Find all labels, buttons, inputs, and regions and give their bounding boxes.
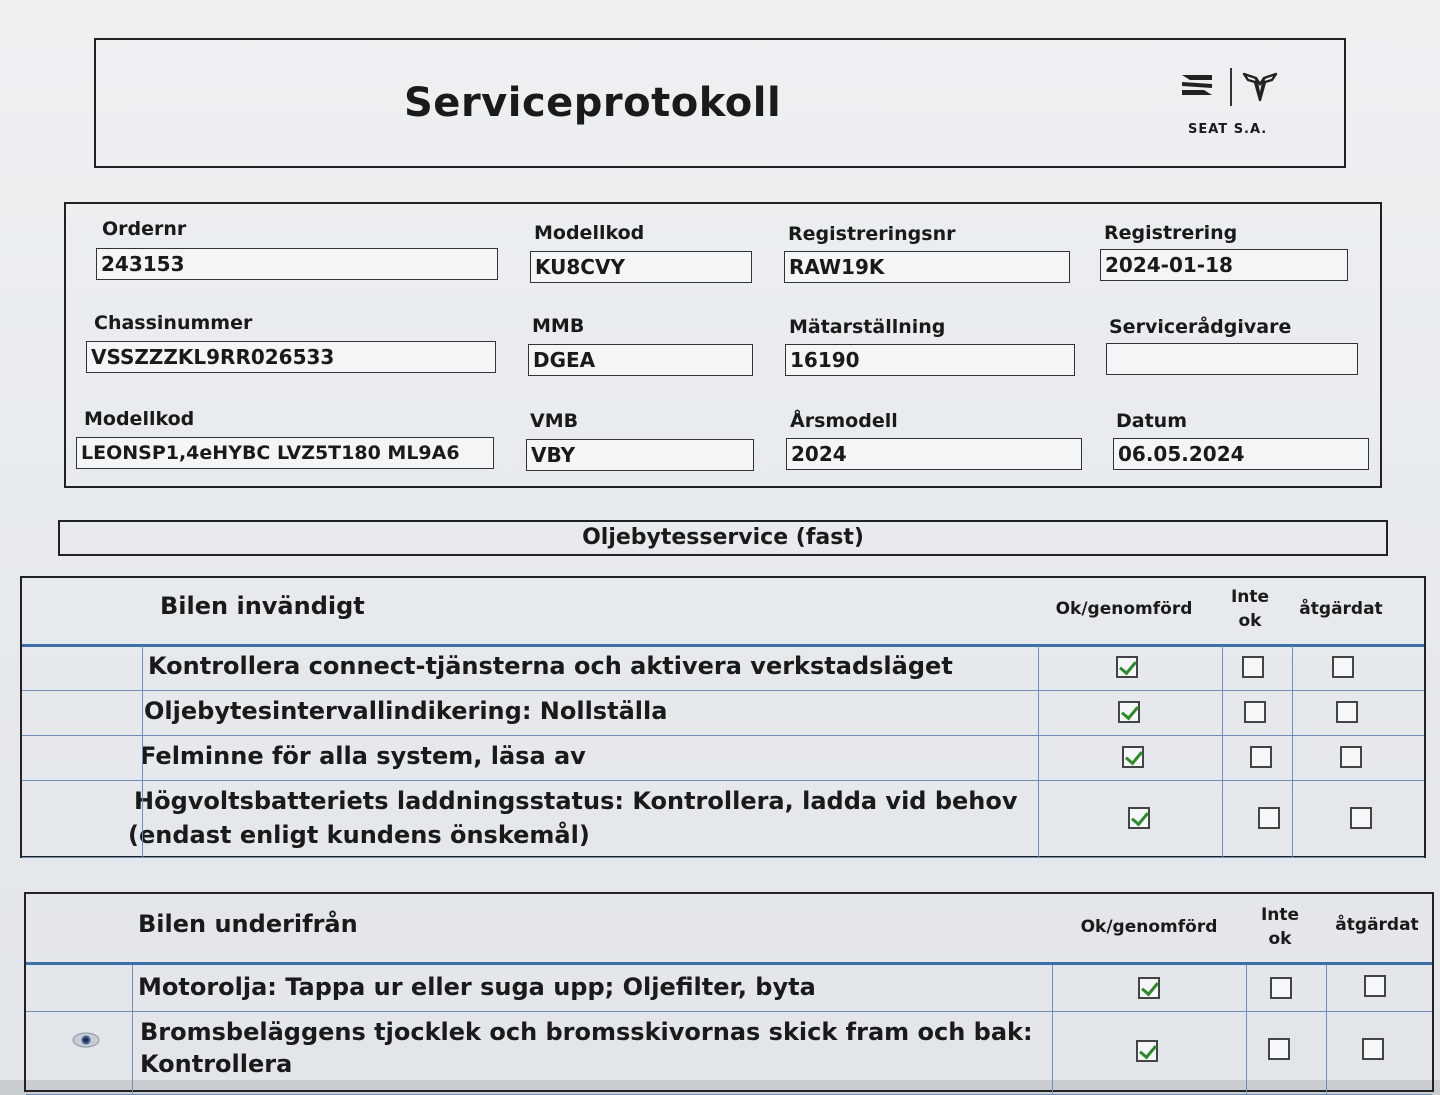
checklist-interior: [20, 576, 1426, 858]
service-advisor-field: [1106, 343, 1358, 375]
not-ok-checkbox[interactable]: [1270, 977, 1292, 999]
not-ok-checkbox[interactable]: [1244, 701, 1266, 723]
document-title: Serviceprotokoll: [404, 80, 782, 126]
registration-number-label: Registreringsnr: [788, 223, 956, 245]
col-not-ok-header-line1: Inte: [1230, 587, 1270, 607]
not-ok-checkbox[interactable]: [1250, 746, 1272, 768]
ok-checkbox[interactable]: [1128, 807, 1150, 829]
ok-checkbox[interactable]: [1136, 1040, 1158, 1062]
odometer-field: 16190: [785, 344, 1075, 376]
model-year-field: 2024: [786, 438, 1082, 470]
col-not-ok-header-line1: Inte: [1260, 905, 1300, 925]
col-not-ok-header-line2: ok: [1238, 611, 1262, 631]
not-ok-checkbox[interactable]: [1242, 656, 1264, 678]
chassis-number-field: VSSZZZKL9RR026533: [86, 341, 496, 373]
checklist-row: [22, 736, 1424, 781]
fixed-checkbox[interactable]: [1332, 656, 1354, 678]
model-code-full-field: LEONSP1,4eHYBC LVZ5T180 ML9A6: [76, 437, 494, 469]
mmb-field: DGEA: [528, 344, 753, 376]
col-not-ok-header-line2: ok: [1268, 929, 1292, 949]
registration-date-field: 2024-01-18: [1100, 249, 1348, 281]
mmb-label: MMB: [532, 315, 585, 337]
column-divider: [1052, 965, 1053, 1095]
order-number-label: Ordernr: [102, 218, 187, 240]
checklist-underbody: [24, 892, 1434, 1092]
model-code-field: KU8CVY: [530, 251, 752, 283]
column-divider: [1038, 646, 1039, 858]
row-text-line2: (endast enligt kundens önskemål): [128, 821, 590, 849]
section-title: Bilen invändigt: [160, 592, 365, 620]
fixed-checkbox[interactable]: [1362, 1038, 1384, 1060]
service-type-bar: Oljebytesservice (fast): [58, 520, 1388, 556]
col-ok-header: Ok/genomförd: [1055, 599, 1193, 619]
odometer-label: Mätarställning: [789, 316, 946, 338]
col-fixed-header: åtgärdat: [1299, 599, 1383, 619]
ok-checkbox[interactable]: [1122, 746, 1144, 768]
cupra-logo-icon: [1242, 70, 1278, 102]
ok-checkbox[interactable]: [1138, 977, 1160, 999]
logo-divider: [1230, 68, 1232, 106]
vmb-field: VBY: [526, 439, 754, 471]
col-fixed-header: åtgärdat: [1335, 915, 1419, 935]
fixed-checkbox[interactable]: [1350, 807, 1372, 829]
table-header: [26, 894, 1432, 965]
model-code-label: Modellkod: [534, 222, 645, 244]
not-ok-checkbox[interactable]: [1268, 1038, 1290, 1060]
checklist-row: [26, 965, 1432, 1012]
table-header: [22, 578, 1424, 647]
col-ok-header: Ok/genomförd: [1080, 917, 1218, 937]
seat-logo-icon: [1180, 72, 1214, 98]
checklist-row: [22, 781, 1424, 858]
service-advisor-label: Servicerådgivare: [1109, 316, 1292, 338]
registration-number-field: RAW19K: [784, 251, 1070, 283]
checklist-row: [22, 646, 1424, 691]
row-text: Oljebytesintervallindikering: Nollställa: [144, 697, 668, 725]
model-year-label: Årsmodell: [790, 410, 898, 432]
section-title: Bilen underifrån: [138, 910, 358, 938]
not-ok-checkbox[interactable]: [1258, 807, 1280, 829]
column-divider: [1292, 646, 1293, 858]
order-number-field: 243153: [96, 248, 498, 280]
row-text-line2: Kontrollera: [140, 1050, 293, 1078]
row-text: Motorolja: Tappa ur eller suga upp; Oljefilter, byta: [138, 973, 816, 1001]
column-divider: [132, 965, 133, 1095]
row-text: Bromsbeläggens tjocklek och bromsskivornas skick fram och bak:: [140, 1018, 1033, 1046]
vmb-label: VMB: [530, 410, 579, 432]
fixed-checkbox[interactable]: [1364, 975, 1386, 997]
registration-date-label: Registrering: [1104, 222, 1238, 244]
date-label: Datum: [1116, 410, 1187, 432]
checklist-row: [26, 1012, 1432, 1095]
brand-logo: [1180, 66, 1290, 146]
row-text: Högvoltsbatteriets laddningsstatus: Kontrollera, ladda vid behov: [134, 787, 1018, 815]
ok-checkbox[interactable]: [1116, 656, 1138, 678]
model-code-full-label: Modellkod: [84, 408, 195, 430]
fixed-checkbox[interactable]: [1336, 701, 1358, 723]
checklist-row: [22, 691, 1424, 736]
column-divider: [1326, 965, 1327, 1095]
fixed-checkbox[interactable]: [1340, 746, 1362, 768]
column-divider: [142, 646, 143, 858]
ok-checkbox[interactable]: [1118, 701, 1140, 723]
row-text: Kontrollera connect-tjänsterna och aktivera verkstadsläget: [148, 652, 953, 680]
eye-icon: [72, 1030, 100, 1050]
column-divider: [1222, 646, 1223, 858]
company-name: SEAT S.A.: [1188, 122, 1268, 137]
chassis-number-label: Chassinummer: [94, 312, 253, 334]
header-box: [94, 38, 1346, 168]
date-field: 06.05.2024: [1113, 438, 1369, 470]
row-text: Felminne för alla system, läsa av: [140, 742, 586, 770]
column-divider: [1246, 965, 1247, 1095]
